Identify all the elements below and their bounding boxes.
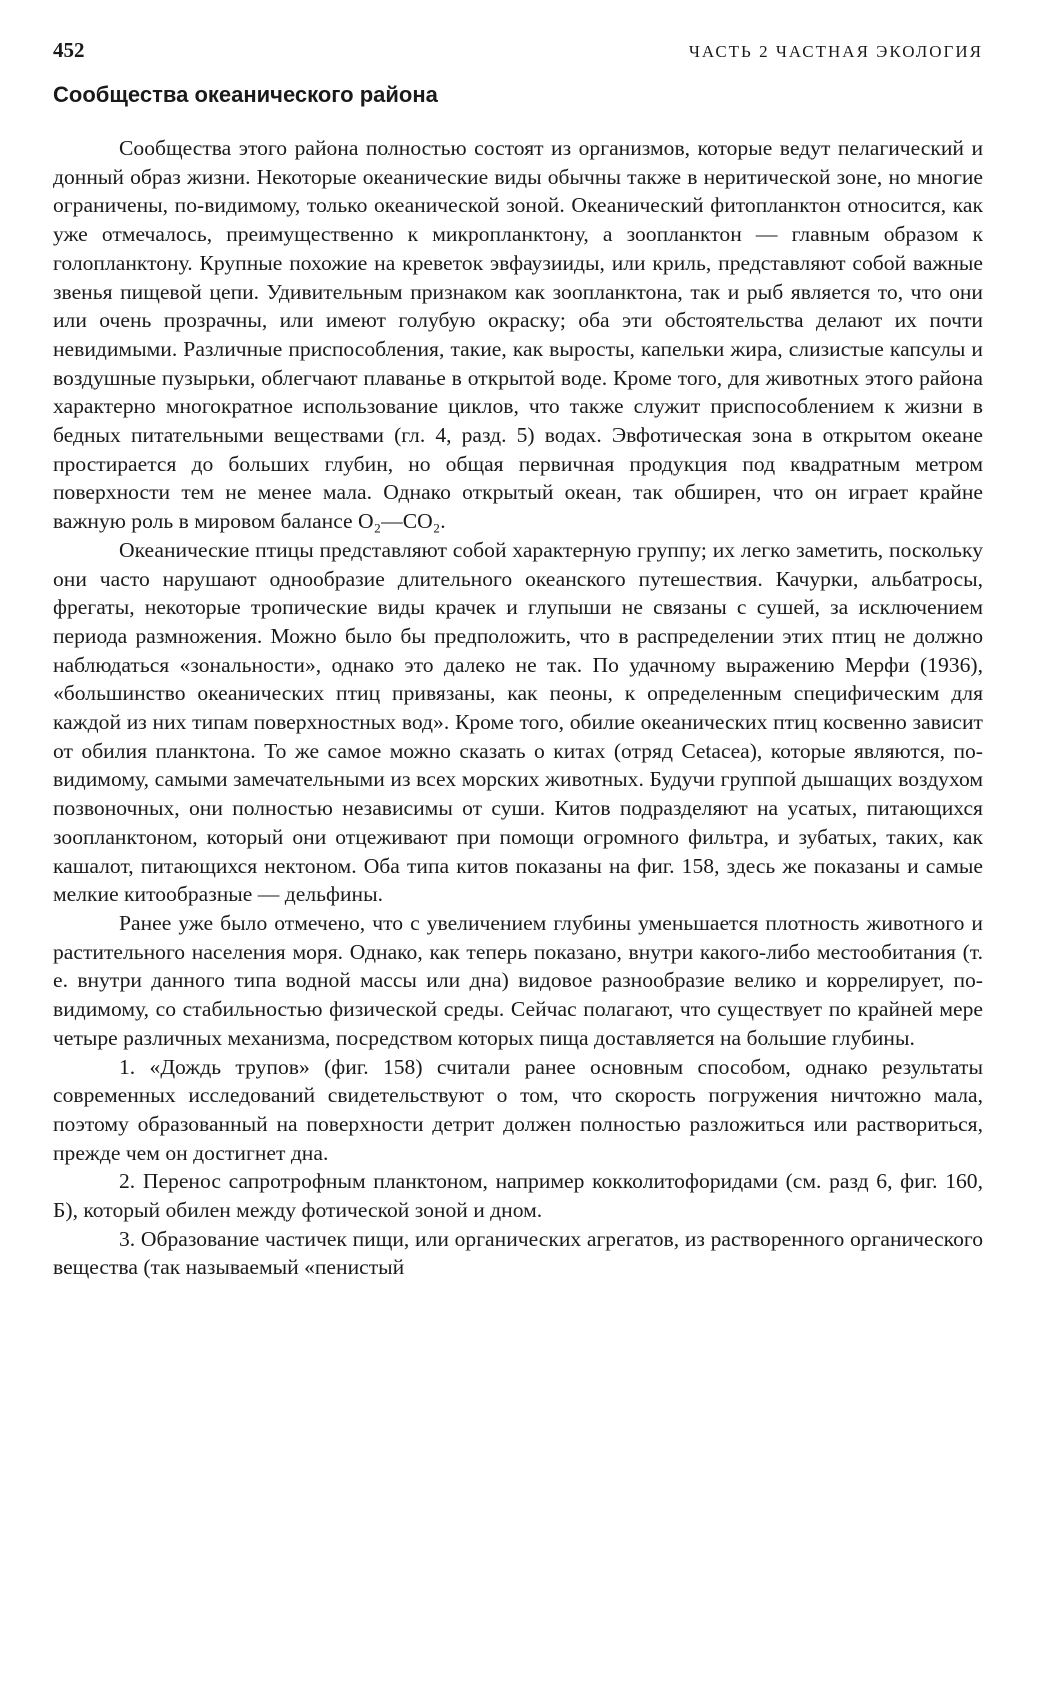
paragraph: Сообщества этого района полностью состоят из организмов, которые ведут пелагический и донный образ жизни. Некоторые океанические виды обычны также в неритической зоне, но многие ограничены, по-видимому, только океанической зоной. Океанический фитопланктон относится, как уже отмечалось, преимущественно к микропланктону, а зоопланктон — главным образом к голопланктону. Крупные похожие на креветок эвфаузииды, или криль, представляют собой важные звенья пищевой цепи. Удивительным признаком как зоопланктона, так и рыб является то, что они или очень прозрачны, или имеют голубую окраску; оба эти обстоятельства делают их почти невидимыми. Различные приспособления, такие, как выросты, капельки жира, слизистые капсулы и воздушные пузырьки, облегчают плаванье в открытой воде. Кроме того, для животных этого района характерно многократное использование циклов, что также служит приспособлением к жизни в бедных питательными веществами (гл. 4, разд. 5) водах. Эвфотическая зона в открытом океане простирается до больших глубин, но общая первичная продукция под квадратным метром поверхности тем не менее мала. Однако открытый океан, так обширен, что он играет крайне важную роль в мировом балансе O₂—CO₂. [53,136,983,534]
section-heading: Сообщества океанического района [53,82,438,107]
paragraph: 1. «Дождь трупов» (фиг. 158) считали ранее основным способом, однако результаты современных исследований свидетельствуют о том, что скорость погружения ничтожно мала, поэтому образованный на поверхности детрит должен полностью разложиться или раствориться, прежде чем он достигнет дна. [53,1054,983,1165]
book-page [53,38,983,1282]
paragraph: 3. Образование частичек пищи, или органических агрегатов, из растворенного органического вещества (так называемый «пенистый [53,1226,983,1280]
page-number: 452 [53,38,85,62]
body-text [53,134,983,1282]
running-head [53,38,983,74]
running-title: ЧАСТЬ 2 ЧАСТНАЯ ЭКОЛОГИЯ [688,42,983,61]
paragraph: 2. Перенос сапротрофным планктоном, например кокколитофоридами (см. разд 6, фиг. 160, Б), который обилен между фотической зоной и дном. [53,1169,983,1223]
paragraph: Океанические птицы представляют собой характерную группу; их легко заметить, поскольку они часто нарушают однообразие длительного океанского путешествия. Качурки, альбатросы, фрегаты, некоторые тропические виды крачек и глупыши не связаны с сушей, за исключением периода размножения. Можно было бы предположить, что в распределении этих птиц не должно наблюдаться «зональности», однако это далеко не так. По удачному выражению Мерфи (1936), «большинство океанических птиц привязаны, как пеоны, к определенным специфическим для каждой из них типам поверхностных вод». Кроме того, обилие океанических птиц косвенно зависит от обилия планктона. То же самое можно сказать о китах (отряд Cetacea), которые являются, по-видимому, самыми замечательными из всех морских животных. Будучи группой дышащих воздухом позвоночных, они полностью независимы от суши. Китов подразделяют на усатых, питающихся зоопланктоном, который они отцеживают при помощи огромного фильтра, и зубатых, таких, как кашалот, питающихся нектоном. Оба типа китов показаны на фиг. 158, здесь же показаны и самые мелкие китообразные — дельфины. [53,537,983,907]
paragraph: Ранее уже было отмечено, что с увеличением глубины уменьшается плотность животного и растительного населения моря. Однако, как теперь показано, внутри какого-либо местообитания (т. е. внутри данного типа водной массы или дна) видовое разнообразие велико и коррелирует, по-видимому, со стабильностью физической среды. Сейчас полагают, что существует по крайней мере четыре различных механизма, посредством которых пища доставляется на большие глубины. [53,910,983,1050]
